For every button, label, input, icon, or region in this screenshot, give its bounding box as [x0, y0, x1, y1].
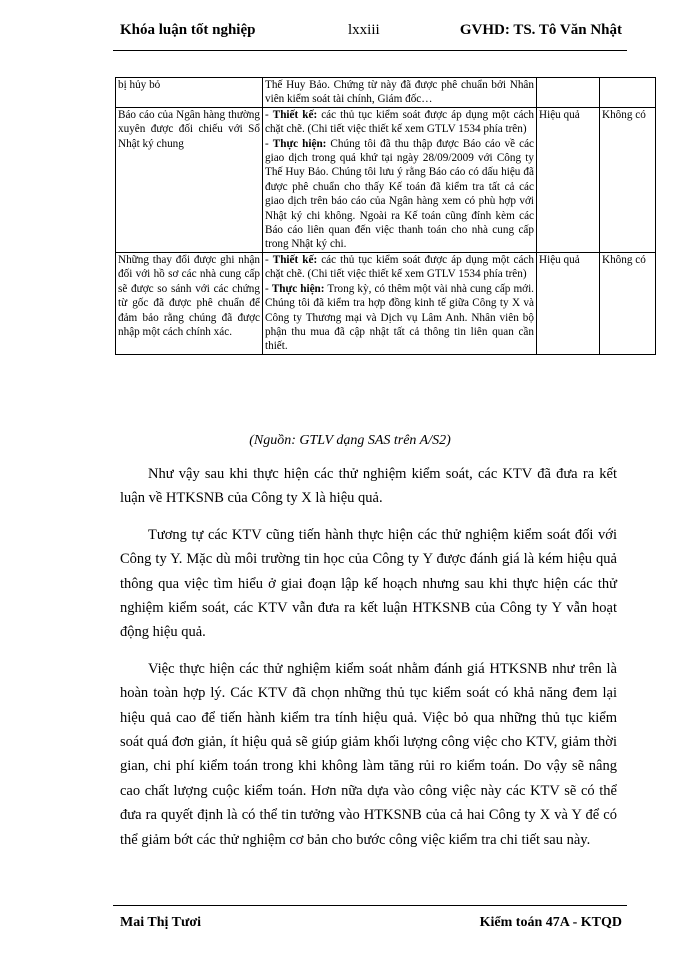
table-cell: Thế Huy Bảo. Chứng từ này đã được phê chuẩn bởi Nhân viên kiểm soát tài chính, Giám đốc…	[263, 78, 537, 108]
design-label: Thiết kế:	[272, 253, 318, 266]
control-test-table	[115, 77, 656, 355]
table-source-caption: (Nguồn: GTLV dạng SAS trên A/S2)	[249, 433, 451, 448]
design-text: các thủ tục kiểm soát được áp dụng một cách chặt chẽ. (Chi tiết việc thiết kế xem GTLV 1534 phía trên)	[265, 253, 534, 281]
page-header	[120, 22, 622, 48]
implementation-text: Trong kỳ, có thêm một vài nhà cung cấp mới. Chúng tôi đã kiểm tra hợp đồng kinh tế giữa Công ty X và Công ty Thương mại và Dịch vụ Lâm Anh. Nhân viên bộ phận thu mua đã cập nhật tất cả thông tin liên quan cần thiết.	[265, 282, 534, 353]
footer-author: Mai Thị Tươi	[120, 915, 201, 930]
page-number: lxxiii	[348, 22, 380, 38]
result-cell: Hiệu quả	[537, 252, 600, 354]
result-cell: Hiệu quả	[537, 107, 600, 252]
table-cell	[600, 78, 656, 108]
exception-cell: Không có	[600, 107, 656, 252]
control-description: Báo cáo của Ngân hàng thường xuyên được đối chiếu với Sổ Nhật ký chung	[116, 107, 263, 252]
exception-cell: Không có	[600, 252, 656, 354]
footer-rule	[113, 905, 627, 906]
paragraph: Như vậy sau khi thực hiện các thử nghiệm kiểm soát, các KTV đã đưa ra kết luận về HTKSNB của Công ty X là hiệu quả.	[120, 466, 617, 507]
implementation-label: Thực hiện:	[272, 137, 327, 150]
test-procedure: - Thiết kế: các thủ tục kiểm soát được áp dụng một cách chặt chẽ. (Chi tiết việc thiết kế xem GTLV 1534 phía trên) - Thực hiện: Chúng tôi đã thu thập được Báo cáo về các giao dịch trong quá khứ tại ngày 28/09/2009 với Công ty Thế Huy Bảo. Chúng tôi lưu ý rằng Báo cáo có dấu hiệu đã được phê chuẩn cho thấy Kế toán đã kiểm tra tất cả các giao dịch trên báo cáo của Ngân hàng xem có phù hợp với Nhật ký chi không. Ngoài ra Kế toán cũng đính kèm các Báo cáo liên quan đến việc thanh toán cho nhà cung cấp trong Nhật ký chi.	[263, 107, 537, 252]
header-rule	[113, 50, 627, 51]
design-label: Thiết kế:	[272, 108, 318, 121]
implementation-text: Chúng tôi đã thu thập được Báo cáo về các giao dịch trong quá khứ tại ngày 28/09/2009 với Công ty Thế Huy Bảo. Chúng tôi lưu ý rằng Báo cáo có dấu hiệu đã được phê chuẩn cho thấy Kế toán đã kiểm tra tất cả các giao dịch trên báo cáo của Ngân hàng xem có phù hợp với Nhật ký chi không. Ngoài ra Kế toán cũng đính kèm các Báo cáo liên quan đến việc thanh toán cho nhà cung cấp trong Nhật ký chi.	[265, 137, 534, 251]
table-row	[116, 252, 656, 354]
page-footer	[120, 915, 622, 935]
header-supervisor: GVHD: TS. Tô Văn Nhật	[459, 22, 622, 38]
header-title: Khóa luận tốt nghiệp	[120, 22, 256, 38]
control-description: Những thay đổi được ghi nhận đối với hồ sơ các nhà cung cấp sẽ được so sánh với các chứng từ gốc đã được phê chuẩn để đảm bảo rằng chúng đã được nhập một cách chính xác.	[116, 252, 263, 354]
table-row	[116, 107, 656, 252]
footer-class: Kiểm toán 47A - KTQD	[479, 915, 622, 930]
body-text	[120, 462, 617, 864]
table-cell: bị hủy bỏ	[116, 78, 263, 108]
test-procedure: - Thiết kế: các thủ tục kiểm soát được áp dụng một cách chặt chẽ. (Chi tiết việc thiết kế xem GTLV 1534 phía trên) - Thực hiện: Trong kỳ, có thêm một vài nhà cung cấp mới. Chúng tôi đã kiểm tra hợp đồng kinh tế giữa Công ty X và Công ty Thương mại và Dịch vụ Lâm Anh. Nhân viên bộ phận thu mua đã cập nhật tất cả thông tin liên quan cần thiết.	[263, 252, 537, 354]
table-row	[116, 78, 656, 108]
paragraph: Việc thực hiện các thử nghiệm kiểm soát nhằm đánh giá HTKSNB như trên là hoàn toàn hợp lý. Các KTV đã chọn những thủ tục kiểm soát có khả năng đem lại hiệu quả cao để tiến hành kiểm tra tính hiệu quả. Việc bỏ qua những thủ tục kiểm soát quá đơn giản, ít hiệu quả sẽ giúp giảm khối lượng công việc cho KTV, giảm thời gian, chi phí kiểm toán trong khi không làm tăng rủi ro kiểm toán. Do vậy sẽ nâng cao chất lượng cuộc kiểm toán. Hơn nữa dựa vào công việc này các KTV sẽ có thể đưa ra quyết định là có thể tin tưởng vào HTKSNB của cả hai Công ty X và Y để có thể giảm bớt các thử nghiệm cơ bản cho bước công việc kiểm tra chi tiết sau này.	[120, 660, 617, 848]
design-text: các thủ tục kiểm soát được áp dụng một cách chặt chẽ. (Chi tiết việc thiết kế xem GTLV 1534 phía trên)	[265, 108, 534, 136]
paragraph: Tương tự các KTV cũng tiến hành thực hiện các thử nghiệm kiểm soát đối với Công ty Y. Mặc dù môi trường tin học của Công ty Y được đánh giá là kém hiệu quả thông qua việc tìm hiểu ở giai đoạn lập kế hoạch nhưng sau khi thực hiện các thử nghiệm kiểm soát, các KTV vẫn đưa ra kết luận HTKSNB của Công ty Y vẫn hoạt động hiệu quả.	[120, 526, 617, 641]
implementation-label: Thực hiện:	[271, 282, 325, 295]
table-cell	[537, 78, 600, 108]
